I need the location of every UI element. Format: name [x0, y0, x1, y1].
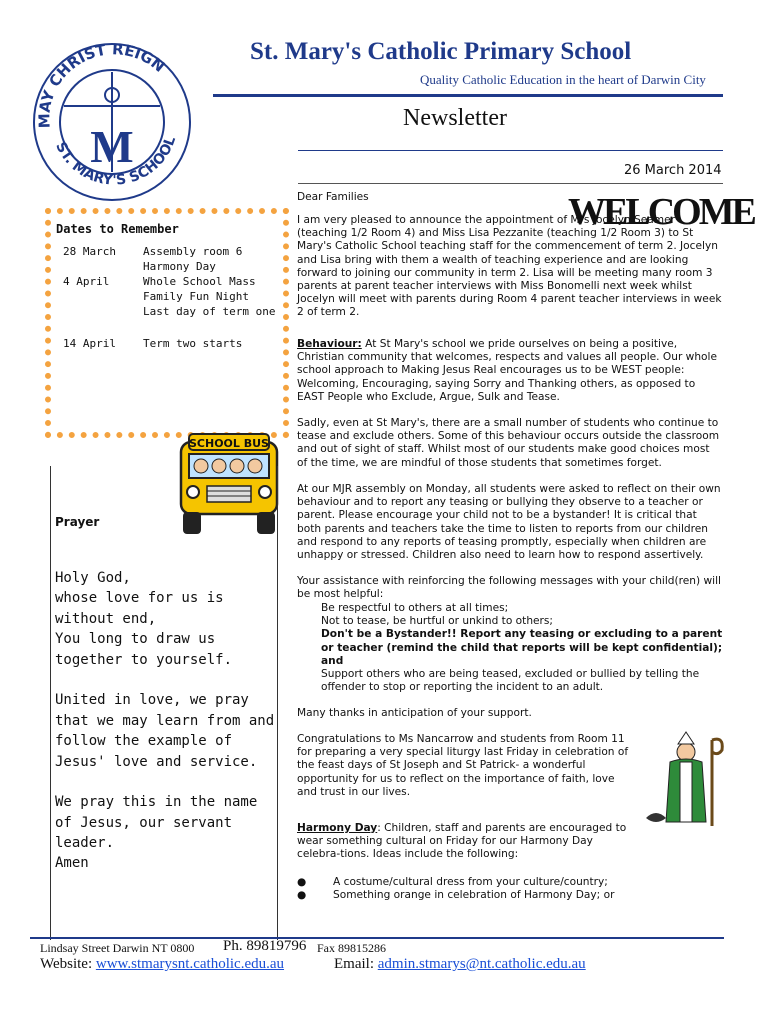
letter-paragraph: Many thanks in anticipation of your support. — [297, 707, 532, 719]
letter-paragraph: At our MJR assembly on Monday, all students were asked to reflect on their own behaviour and to report any teasing or bullying they observe to a teacher or parent. Please encourage your child not to be a bystander! It is critical that both parents and teachers take the time to listen to reports from our children and respond to any reports of teasing promptly, especially when children are unhappy or stressed. Children also need to learn how to respond assertively. — [297, 483, 721, 562]
school-tagline: Quality Catholic Education in the heart of Darwin City — [420, 72, 706, 87]
letter-paragraph: Your assistance with reinforcing the following messages with your child(ren) will be most helpful: — [297, 575, 721, 601]
welcome-banner: WELCOME — [568, 191, 754, 233]
event: Harmony Day — [143, 260, 216, 273]
event-list-1 — [143, 244, 275, 319]
bullet-text: A costume/cultural dress from your culture/country; — [333, 876, 608, 888]
header-rule — [213, 94, 723, 97]
school-name: St. Mary's Catholic Primary School — [250, 38, 632, 65]
footer-address: Lindsay Street Darwin NT 0800 — [40, 941, 195, 955]
footer-fax: Fax 89815286 — [317, 941, 386, 955]
bullet-icon: ● — [297, 889, 307, 902]
bullet-icon: ● — [297, 876, 307, 888]
logo-text-top: MAY CHRIST REIGN — [35, 40, 169, 129]
message-list — [297, 602, 723, 694]
behaviour-text: At St Mary's school we pride ourselves on being a positive, Christian community that welcomes, respects and values all people. Our whole school approach to Making Jesus Real encourages us to be WEST people: Welcoming, Encouraging, saying Sorry and Thanking others, as opposed to EAST People who Exclude, Argue, Sulk and Tease. — [297, 338, 717, 403]
header-rule-3 — [298, 183, 723, 184]
website-label: Website: — [40, 956, 93, 972]
message-item: Don't be a Bystander!! Report any teasing or excluding to a parent or teacher (remind the child that reports will be kept confidential); and — [321, 628, 723, 667]
dates-to-remember-box — [45, 208, 289, 438]
logo-monogram: M — [90, 121, 134, 172]
event: Last day of term one — [143, 305, 276, 318]
prayer-line: Amen — [55, 855, 89, 871]
prayer-line: United in love, we pray that we may learn from and follow the example of Jesus' love and service. — [55, 692, 275, 770]
logo-text-bottom: ST. MARY'S SCHOOL — [52, 134, 180, 189]
event-3: Term two starts — [143, 337, 243, 350]
date-1: 28 March — [63, 245, 116, 258]
footer-rule — [30, 937, 724, 939]
harmony-paragraph — [297, 822, 637, 862]
message-item: Not to tease, be hurtful or unkind to others; — [321, 615, 553, 628]
message-item: Be respectful to others at all times; — [321, 602, 509, 614]
email-link[interactable]: admin.stmarys@nt.catholic.edu.au — [377, 956, 586, 972]
letter-paragraph: Sadly, even at St Mary's, there are a small number of students who continue to tease and exclude others. Some of this behaviour occurs outside the classroom and out of sight of staff. Whilst most of our students make good choices most of the time, we are mindful of those students that sometimes forget. — [297, 417, 720, 469]
footer-email — [334, 956, 586, 973]
bullet-item — [297, 889, 723, 902]
congrats-paragraph: Congratulations to Ms Nancarrow and students from Room 11 for preparing a very special liturgy last Friday in celebration of the feast days of St Joseph and St Patrick- a wonderful opportunity for us to reflect on the importance of faith, love and trust in our lives. — [297, 733, 629, 798]
dates-title: Dates to Remember — [56, 222, 179, 236]
behaviour-paragraph — [297, 338, 723, 404]
website-link[interactable]: www.stmarysnt.catholic.edu.au — [95, 956, 285, 972]
newsletter-title: Newsletter — [403, 105, 507, 131]
harmony-heading: Harmony Day — [297, 822, 378, 834]
harmony-bullets — [297, 876, 723, 902]
prayer-line: whose love for us is without end, — [55, 590, 224, 627]
letter-paragraph: I am very pleased to announce the appointment of Mrs Jocelyn Seamer (teaching 1/2 Room 4) and Miss Lisa Pezzanite (teaching 1/2 Room 3) to St Mary's Catholic School teaching staff for the commencement of term 2. Jocelyn and Lisa bring with them a wealth of teaching experience and are looking forward to joining our community in term 2. Lisa will be meeting many room 3 parents at parent teacher interviews with Miss Bonomelli next week whilst Jocelyn will meet with parents during Room 4 parent teacher interviews in week 2 of term 2. — [297, 214, 722, 319]
letter-greeting: Dear Families — [297, 191, 369, 203]
header-rule-2 — [298, 150, 723, 151]
event: Whole School Mass — [143, 275, 256, 288]
event: Assembly room 6 — [143, 245, 243, 258]
bus-sign: SCHOOL BUS — [189, 437, 269, 450]
date-3: 14 April — [63, 337, 116, 350]
bullet-item — [297, 876, 723, 889]
behaviour-heading: Behaviour: — [297, 338, 362, 350]
event: Family Fun Night — [143, 290, 249, 303]
prayer-title: Prayer — [55, 515, 100, 529]
prayer-line: You long to draw us together to yourself. — [55, 631, 233, 668]
prayer-line: We pray this in the name of Jesus, our servant leader. — [55, 794, 258, 851]
bullet-text: Something orange in celebration of Harmony Day; or — [333, 889, 615, 902]
footer-phone: Ph. 89819796 — [223, 938, 307, 954]
footer-website — [40, 956, 284, 973]
st-patrick-image — [640, 730, 730, 830]
date-2: 4 April — [63, 275, 110, 288]
message-item: Support others who are being teased, excluded or bullied by telling the offender to stop or reporting the incident to an adult. — [321, 668, 700, 694]
harmony-text: : Children, staff and parents are encouraged to wear something cultural on Friday for our Harmony Day celebra-tions. Ideas include the following: — [297, 822, 627, 861]
newsletter-date: 26 March 2014 — [624, 163, 722, 178]
prayer-line: Holy God, — [55, 570, 131, 586]
email-label: Email: — [334, 956, 374, 972]
school-logo — [30, 40, 195, 205]
